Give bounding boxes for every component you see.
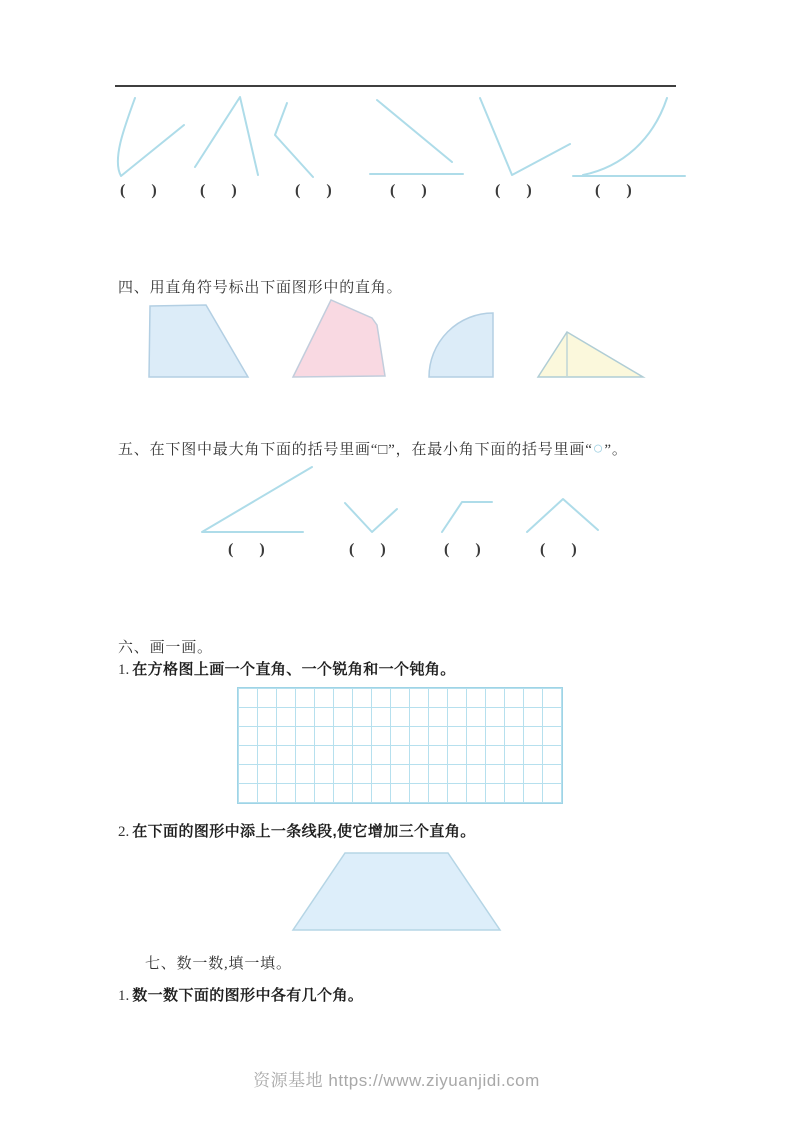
quarter-circle-blue xyxy=(429,313,493,377)
right-trapezoid-blue xyxy=(149,305,248,377)
square-symbol: □ xyxy=(378,442,389,458)
drawing-grid xyxy=(237,687,563,804)
answer-bracket: ( ) xyxy=(295,182,334,199)
answer-bracket: ( ) xyxy=(495,182,534,199)
answer-bracket: ( ) xyxy=(444,541,483,558)
answer-bracket: ( ) xyxy=(120,182,159,199)
obtuse-bent-angle-figure xyxy=(442,502,492,532)
answer-bracket: ( ) xyxy=(200,182,239,199)
section-7-item-1 xyxy=(118,984,363,1005)
item-number: 1. xyxy=(118,988,130,1004)
answer-bracket: ( ) xyxy=(228,541,267,558)
pentagon-pink xyxy=(293,300,385,377)
item-text: 数一数下面的图形中各有几个角。 xyxy=(132,987,364,1004)
narrow-left-angle-figure xyxy=(275,103,313,177)
answer-bracket: ( ) xyxy=(349,541,388,558)
trapezoid-blue xyxy=(293,853,500,930)
section-6-title: 六、画一画。 xyxy=(118,640,213,656)
item-text: 在下面的图形中添上一条线段,使它增加三个直角。 xyxy=(132,823,476,840)
top-divider xyxy=(115,85,676,87)
wide-inverted-v-angle-figure xyxy=(527,499,598,532)
section-4-title: 四、用直角符号标出下面图形中的直角。 xyxy=(118,280,403,296)
answer-bracket: ( ) xyxy=(540,541,579,558)
section-5-title-part3: ”。 xyxy=(604,442,628,458)
answer-bracket: ( ) xyxy=(390,182,429,199)
site-watermark: 资源基地 https://www.ziyuanjidi.com xyxy=(253,1071,540,1090)
item-number: 1. xyxy=(118,662,130,678)
triangle-yellow xyxy=(538,332,643,377)
wide-v-angle-figure xyxy=(480,98,570,175)
answer-bracket: ( ) xyxy=(595,182,634,199)
section-7-title: 七、数一数,填一填。 xyxy=(145,956,292,972)
v-angle-figure xyxy=(345,503,397,532)
section-5-title xyxy=(118,438,628,459)
section-6-item-1 xyxy=(118,658,456,679)
acute-angle-figure xyxy=(202,467,312,532)
section-5-title-part1: 五、在下图中最大角下面的括号里画“ xyxy=(118,442,379,458)
curved-side-angle-figure xyxy=(118,98,184,176)
item-number: 2. xyxy=(118,824,130,840)
item-text: 在方格图上画一个直角、一个锐角和一个钝角。 xyxy=(132,661,456,678)
circle-symbol: ○ xyxy=(592,438,605,458)
separated-diagonal-line xyxy=(377,100,452,162)
section-6-item-2 xyxy=(118,820,476,841)
section-5-title-part2: ”，在最小角下面的括号里画“ xyxy=(388,442,593,458)
curved-ray-figure xyxy=(583,98,667,175)
acute-peak-angle-figure xyxy=(195,97,258,175)
